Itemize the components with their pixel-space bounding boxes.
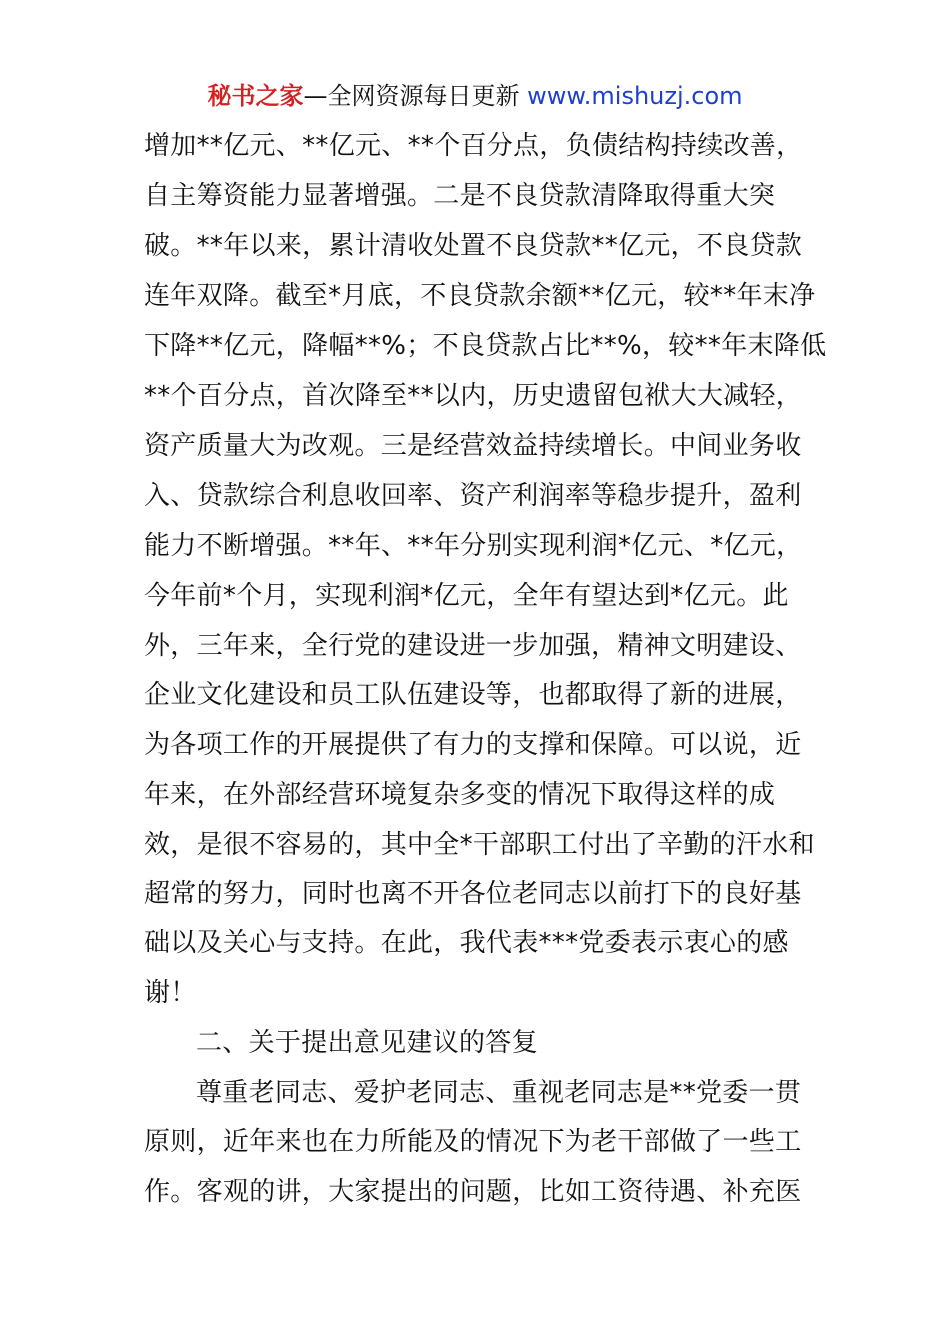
text-line: 原则，近年来也在力所能及的情况下为老干部做了一些工 xyxy=(144,1127,802,1157)
text-line: 下降**亿元，降幅**%；不良贷款占比**%，较**年末降低 xyxy=(144,331,827,361)
text-line: 超常的努力，同时也离不开各位老同志以前打下的良好基 xyxy=(144,879,802,909)
text-line: 入、贷款综合利息收回率、资产利润率等稳步提升，盈利 xyxy=(144,481,802,511)
text-line: 自主筹资能力显著增强。二是不良贷款清降取得重大突 xyxy=(144,181,776,211)
text-line: **个百分点，首次降至**以内，历史遗留包袱大大减轻， xyxy=(144,381,803,411)
text-line: 外，三年来，全行党的建设进一步加强，精神文明建设、 xyxy=(144,631,802,661)
text-line: 破。**年以来，累计清收处置不良贷款**亿元，不良贷款 xyxy=(144,231,803,261)
text-line: 作。客观的讲，大家提出的问题，比如工资待遇、补充医 xyxy=(144,1177,802,1207)
text-line: 今年前*个月，实现利润*亿元，全年有望达到*亿元。此 xyxy=(144,581,789,611)
header-tagline: —全网资源每日更新 xyxy=(303,82,520,110)
text-line: 企业文化建设和员工队伍建设等，也都取得了新的进展， xyxy=(144,680,802,710)
text-line: 尊重老同志、爱护老同志、重视老同志是**党委一贯 xyxy=(196,1078,802,1108)
text-line: 为各项工作的开展提供了有力的支撑和保障。可以说，近 xyxy=(144,730,802,760)
text-line: 资产质量大为改观。三是经营效益持续增长。中间业务收 xyxy=(144,431,802,461)
text-line: 效，是很不容易的，其中全*干部职工付出了辛勤的汗水和 xyxy=(144,830,815,860)
brand-name: 秘书之家 xyxy=(207,82,304,110)
text-line: 能力不断增强。**年、**年分别实现利润*亿元、*亿元， xyxy=(144,531,803,561)
text-line: 谢！ xyxy=(144,978,197,1008)
text-line: 连年双降。截至*月底，不良贷款余额**亿元，较**年末净 xyxy=(144,281,816,311)
text-line: 础以及关心与支持。在此，我代表***党委表示衷心的感 xyxy=(144,928,789,958)
text-line: 年来，在外部经营环境复杂多变的情况下取得这样的成 xyxy=(144,780,776,810)
section-heading: 二、关于提出意见建议的答复 xyxy=(196,1028,538,1058)
header-url-link[interactable]: www.mishuzj.com xyxy=(527,82,743,110)
text-line: 增加**亿元、**亿元、**个百分点，负债结构持续改善， xyxy=(144,131,803,161)
site-header xyxy=(0,80,950,112)
